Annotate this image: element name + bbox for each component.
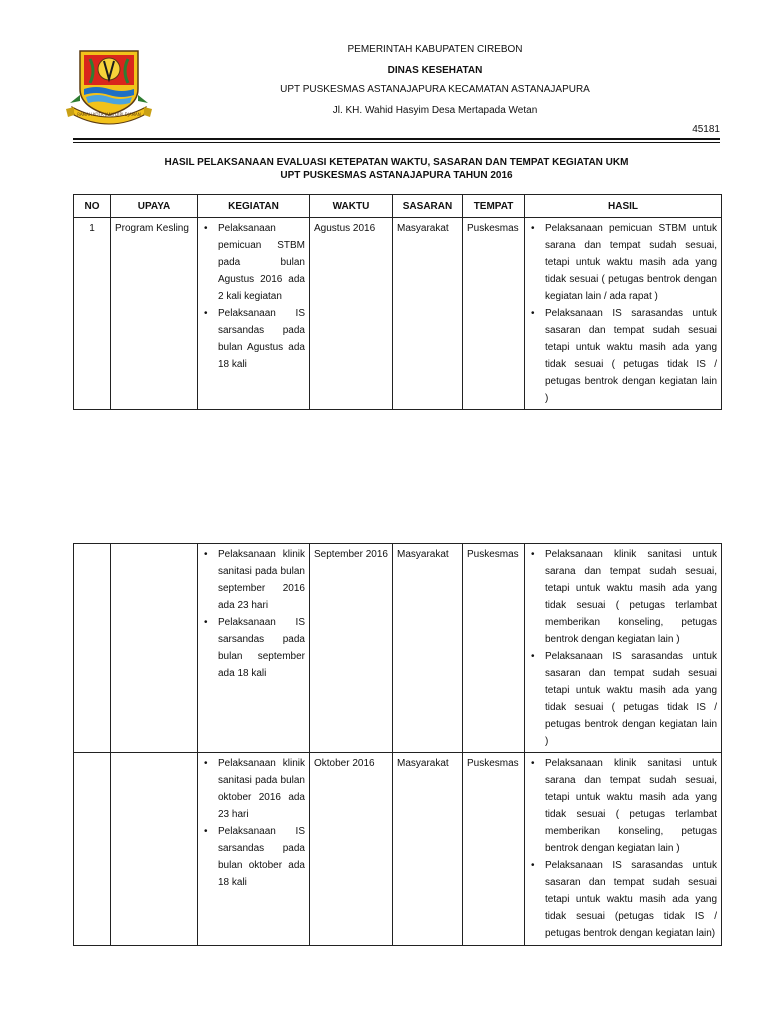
cell-tempat: Puskesmas xyxy=(463,218,525,410)
cell-kegiatan xyxy=(198,218,310,410)
evaluation-table xyxy=(73,194,722,410)
header-no: NO xyxy=(74,195,111,218)
header-upaya: UPAYA xyxy=(111,195,198,218)
cell-hasil xyxy=(525,544,722,753)
list-item: • Pelaksanaan IS sarsandas pada bulan oktober ada 18 kali xyxy=(202,823,305,891)
list-item: • Pelaksanaan klinik sanitasi pada bulan september 2016 ada 23 hari xyxy=(202,546,305,614)
cell-sasaran: Masyarakat xyxy=(393,218,463,410)
cell-kegiatan xyxy=(198,753,310,946)
cell-waktu: Oktober 2016 xyxy=(310,753,393,946)
cell-waktu: September 2016 xyxy=(310,544,393,753)
cell-no xyxy=(74,544,111,753)
cell-upaya xyxy=(111,544,198,753)
cell-hasil xyxy=(525,753,722,946)
list-item: • Pelaksanaan pemicuan STBM untuk sarana dan tempat sudah sesuai, tetapi untuk waktu masih ada yang tidak sesuai ( petugas bentrok dengan kegiatan lain / ada rapat ) xyxy=(529,220,717,305)
cell-sasaran: Masyarakat xyxy=(393,544,463,753)
list-item: • Pelaksanaan klinik sanitasi pada bulan oktober 2016 ada 23 hari xyxy=(202,755,305,823)
cell-kegiatan xyxy=(198,544,310,753)
list-item: • Pelaksanaan klinik sanitasi untuk sarana dan tempat sudah sesuai, tetapi untuk waktu masih ada yang tidak sesuai ( petugas terlambat memberikan konseling, petugas bentrok dengan kegiatan lain ) xyxy=(529,755,717,857)
logo-ribbon-text: RAMAH KOTA JANJI DIRI DJAMAN xyxy=(77,112,141,117)
kabupaten-cirebon-crest-logo xyxy=(66,45,152,125)
address: Jl. KH. Wahid Hasyim Desa Mertapada Wetan xyxy=(332,105,538,116)
title-line-1: HASIL PELAKSANAAN EVALUASI KETEPATAN WAKTU, SASARAN DAN TEMPAT KEGIATAN UKM xyxy=(164,157,629,168)
table-row xyxy=(74,753,722,946)
header-waktu: WAKTU xyxy=(310,195,393,218)
list-item: • Pelaksanaan IS sarasandas untuk sasaran dan tempat sudah sesuai tetapi untuk waktu masih ada yang tidak sesuai (petugas tidak IS / petugas bentrok dengan kegiatan lain) xyxy=(529,857,717,942)
letterhead-rule-thin xyxy=(73,142,720,143)
postal-code: 45181 xyxy=(692,124,720,135)
list-item: • Pelaksanaan IS sarasandas untuk sasaran dan tempat sudah sesuai tetapi untuk waktu masih ada yang tidak sesuai ( petugas tidak IS / petugas bentrok dengan kegiatan lain ) xyxy=(529,305,717,407)
table-header-row xyxy=(74,195,722,218)
agency-name: DINAS KESEHATAN xyxy=(387,65,483,76)
cell-no xyxy=(74,753,111,946)
cell-sasaran: Masyarakat xyxy=(393,753,463,946)
cell-tempat: Puskesmas xyxy=(463,753,525,946)
government-name: PEMERINTAH KABUPATEN CIREBON xyxy=(347,44,523,55)
header-sasaran: SASARAN xyxy=(393,195,463,218)
list-item: • Pelaksanaan IS sarsandas pada bulan Agustus ada 18 kali xyxy=(202,305,305,373)
list-item: • Pelaksanaan IS sarsandas pada bulan september ada 18 kali xyxy=(202,614,305,682)
cell-upaya: Program Kesling xyxy=(111,218,198,410)
table-row xyxy=(74,544,722,753)
header-kegiatan: KEGIATAN xyxy=(198,195,310,218)
letterhead-rule-thick xyxy=(73,138,720,140)
cell-tempat: Puskesmas xyxy=(463,544,525,753)
evaluation-table-continued xyxy=(73,543,722,946)
document-title xyxy=(73,156,720,182)
cell-upaya xyxy=(111,753,198,946)
cell-hasil xyxy=(525,218,722,410)
list-item: • Pelaksanaan pemicuan STBM pada bulan Agustus 2016 ada 2 kali kegiatan xyxy=(202,220,305,305)
list-item: • Pelaksanaan IS sarasandas untuk sasaran dan tempat sudah sesuai tetapi untuk waktu masih ada yang tidak sesuai ( petugas tidak IS / petugas bentrok dengan kegiatan lain ) xyxy=(529,648,717,750)
header-tempat: TEMPAT xyxy=(463,195,525,218)
list-item: • Pelaksanaan klinik sanitasi untuk sarana dan tempat sudah sesuai, tetapi untuk waktu masih ada yang tidak sesuai ( petugas terlambat memberikan konseling, petugas bentrok dengan kegiatan lain ) xyxy=(529,546,717,648)
table-row xyxy=(74,218,722,410)
unit-name: UPT PUSKESMAS ASTANAJAPURA KECAMATAN ASTANAJAPURA xyxy=(280,84,590,95)
title-line-2: UPT PUSKESMAS ASTANAJAPURA TAHUN 2016 xyxy=(280,170,513,181)
header-hasil: HASIL xyxy=(525,195,722,218)
cell-waktu: Agustus 2016 xyxy=(310,218,393,410)
cell-no: 1 xyxy=(74,218,111,410)
